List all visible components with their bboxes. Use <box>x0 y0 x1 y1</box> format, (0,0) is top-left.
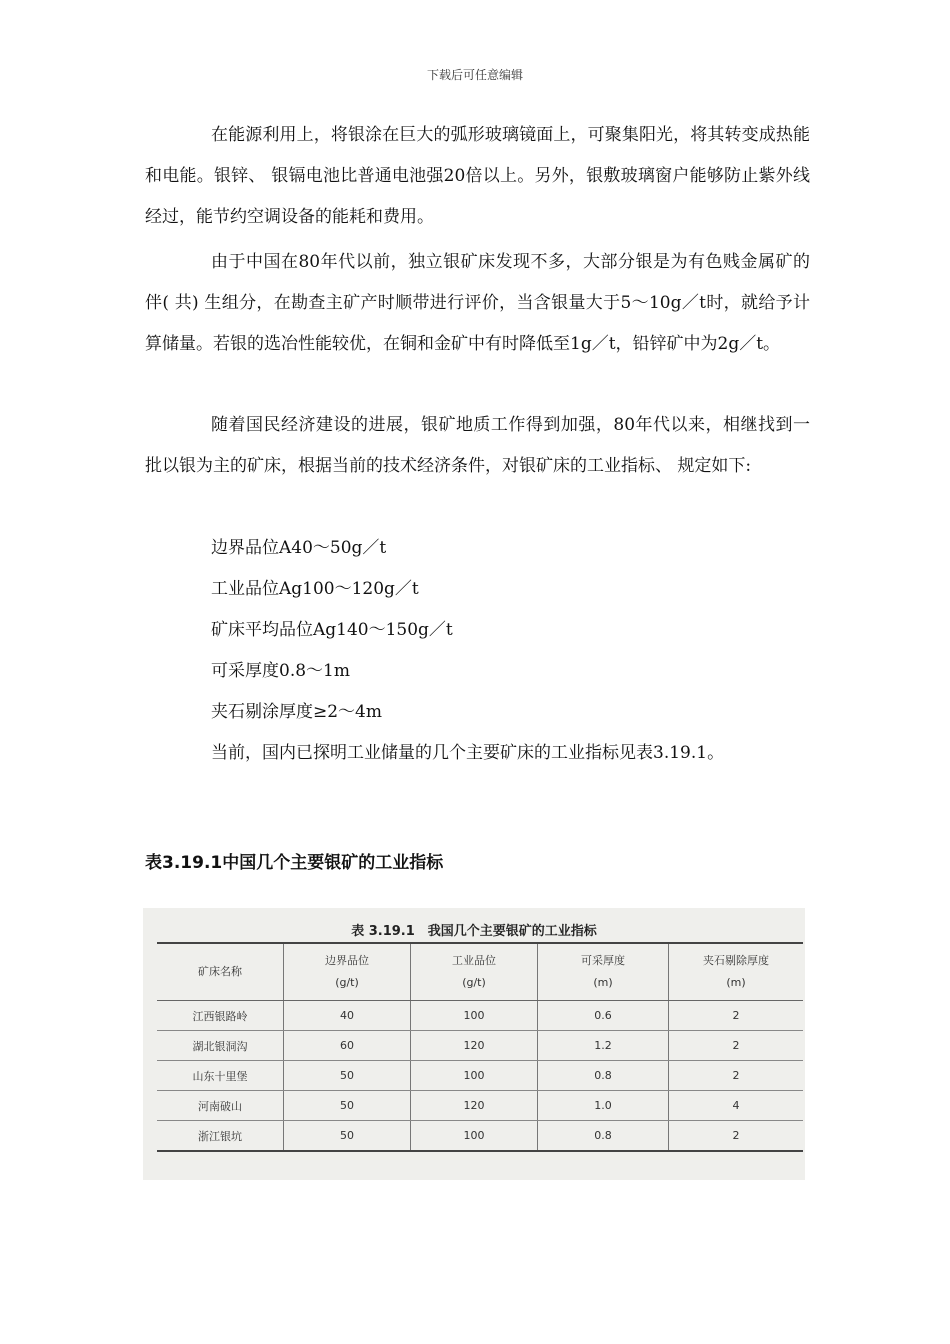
header-label: 夹石剔除厚度 <box>703 954 769 967</box>
header-label: 工业品位 <box>452 954 496 967</box>
table-cell: 120 <box>411 1031 538 1061</box>
table-cell: 1.0 <box>538 1091 669 1121</box>
spec-item: 夹石剔涂厚度≥2～4m <box>211 702 382 722</box>
table-cell: 0.8 <box>538 1121 669 1152</box>
table-cell: 40 <box>284 1001 411 1031</box>
header-unit: (g/t) <box>335 976 359 989</box>
paragraph-text: 在能源利用上，将银涂在巨大的弧形玻璃镜面上，可聚集阳光，将其转变成热能和电能。银锌、 银镉电池比普通电池强20倍以上。另外，银敷玻璃窗户能够防止紫外线经过，能节约空调设备的能耗和费用。 <box>145 125 810 227</box>
paragraph-energy <box>145 115 810 238</box>
spec-item: 工业品位Ag100～120g／t <box>211 579 419 599</box>
table-row <box>157 1061 803 1091</box>
paragraph-text: 随着国民经济建设的进展，银矿地质工作得到加强，80年代以来，相继找到一批以银为主的矿床，根据当前的技术经济条件，对银矿床的工业指标、 规定如下: <box>145 415 810 476</box>
table-cell: 120 <box>411 1091 538 1121</box>
table-cell: 0.8 <box>538 1061 669 1091</box>
table-caption: 表3.19.1中国几个主要银矿的工业指标 <box>145 853 444 873</box>
table-row <box>157 1001 803 1031</box>
spec-item: 可采厚度0.8～1m <box>211 661 350 681</box>
table-cell: 河南破山 <box>157 1091 284 1121</box>
column-header <box>669 943 804 1001</box>
header-unit: (m) <box>593 976 613 989</box>
header-label: 可采厚度 <box>581 954 625 967</box>
table-cell: 0.6 <box>538 1001 669 1031</box>
header-label: 矿床名称 <box>198 965 242 978</box>
table-cell: 100 <box>411 1061 538 1091</box>
spec-item: 边界品位A40～50g／t <box>211 538 387 558</box>
table-cell: 2 <box>669 1001 804 1031</box>
table-cell: 4 <box>669 1091 804 1121</box>
table-cell: 100 <box>411 1001 538 1031</box>
spec-item: 矿床平均品位Ag140～150g／t <box>211 620 453 640</box>
table-cell: 2 <box>669 1121 804 1152</box>
column-header <box>411 943 538 1001</box>
table-cell: 2 <box>669 1061 804 1091</box>
paragraph-standards <box>145 405 810 487</box>
table-cell: 浙江银坑 <box>157 1121 284 1152</box>
table-row <box>157 1091 803 1121</box>
column-header <box>538 943 669 1001</box>
table-row <box>157 1031 803 1061</box>
table-cell: 江西银路岭 <box>157 1001 284 1031</box>
header-unit: (m) <box>726 976 746 989</box>
table-title: 表 3.19.1 我国几个主要银矿的工业指标 <box>351 924 597 939</box>
table-cell: 2 <box>669 1031 804 1061</box>
paragraph-history <box>145 242 810 365</box>
table-cell: 60 <box>284 1031 411 1061</box>
header-unit: (g/t) <box>462 976 486 989</box>
header-label: 边界品位 <box>325 954 369 967</box>
table-cell: 100 <box>411 1121 538 1152</box>
table-cell: 湖北银洞沟 <box>157 1031 284 1061</box>
table-cell: 50 <box>284 1121 411 1152</box>
table-cell: 50 <box>284 1091 411 1121</box>
table-header-row <box>157 943 803 1001</box>
spec-list <box>211 528 453 733</box>
table-cell: 50 <box>284 1061 411 1091</box>
table-cell: 山东十里堡 <box>157 1061 284 1091</box>
table-row <box>157 1121 803 1152</box>
page-header: 下载后可任意编辑 <box>426 68 523 82</box>
indicator-table <box>157 942 803 1152</box>
table-cell: 1.2 <box>538 1031 669 1061</box>
scanned-table-image <box>143 908 805 1180</box>
column-header <box>284 943 411 1001</box>
paragraph-text: 由于中国在80年代以前，独立银矿床发现不多，大部分银是为有色贱金属矿的伴( 共) 生组分，在勘查主矿产时顺带进行评价，当含银量大于5～10g／t时，就给予计算储量。若银的选冶性能较优，在铜和金矿中有时降低至1g／t，铅锌矿中为2g／t。 <box>145 252 810 354</box>
closing-sentence: 当前，国内已探明工业储量的几个主要矿床的工业指标见表3.19.1。 <box>211 743 725 763</box>
column-header <box>157 943 284 1001</box>
